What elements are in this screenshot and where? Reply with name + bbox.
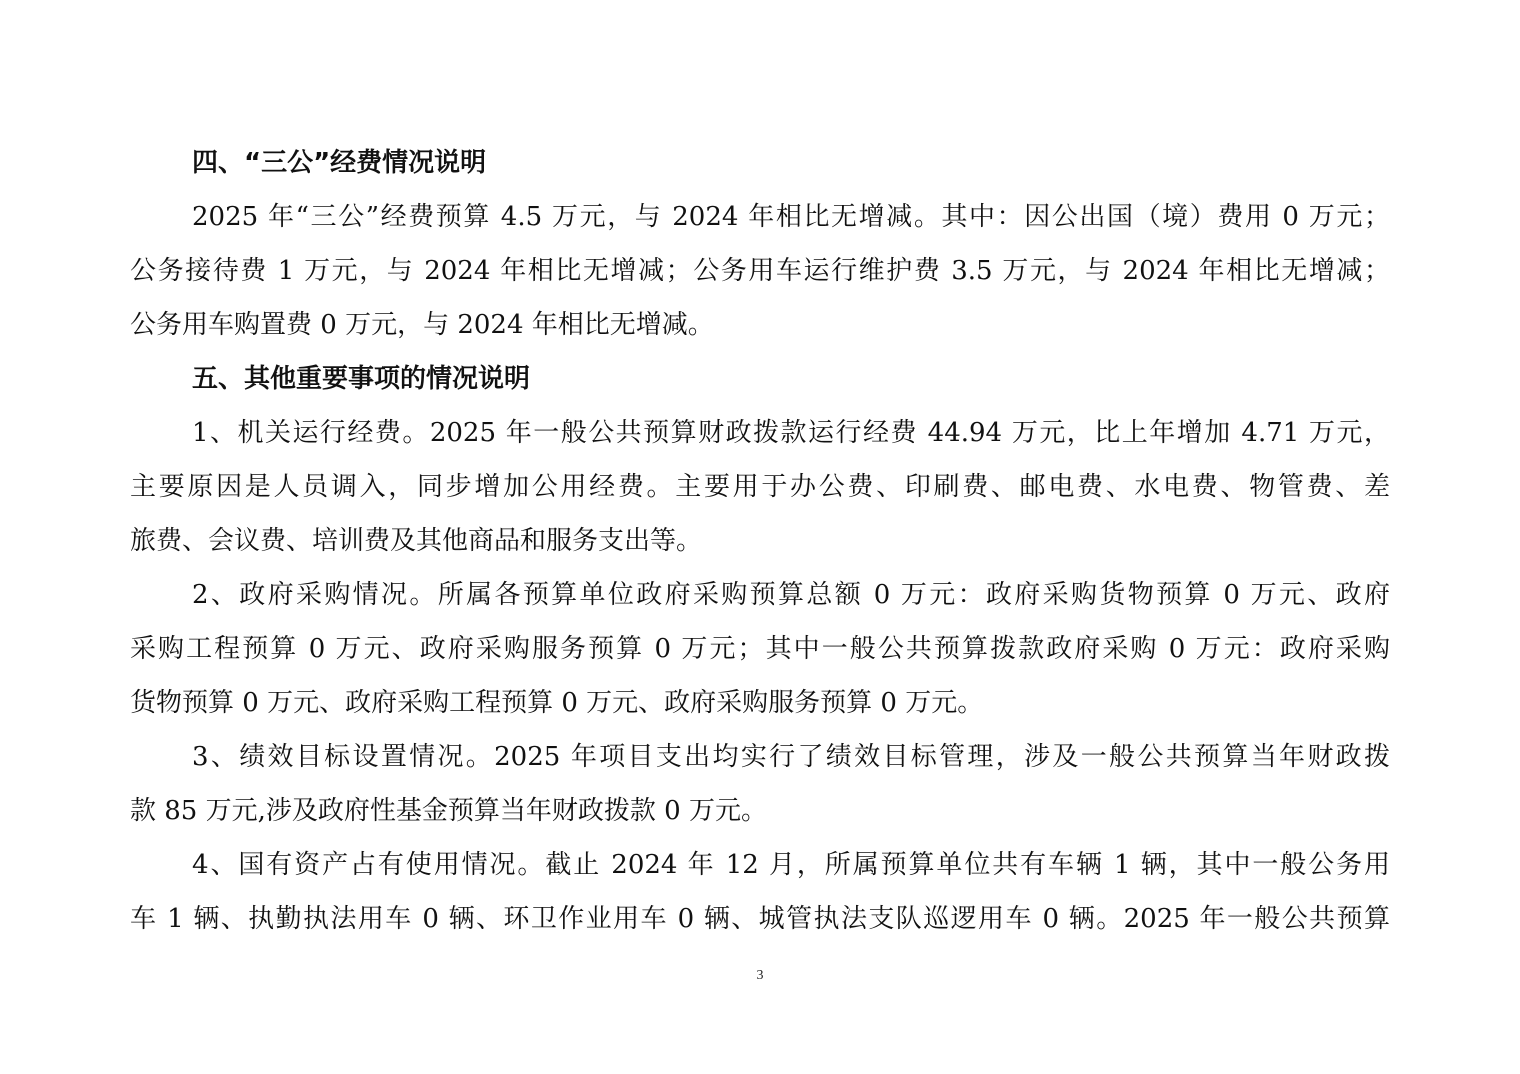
paragraph-line: 4、国有资产占有使用情况。截止 2024 年 12 月，所属预算单位共有车辆 1 辆，其中一般公务用 <box>192 850 1390 880</box>
section-heading-other-matters: 五、其他重要事项的情况说明 <box>192 364 531 394</box>
paragraph-line: 公务用车购置费 0 万元，与 2024 年相比无增减。 <box>130 310 714 340</box>
paragraph-line: 货物预算 0 万元、政府采购工程预算 0 万元、政府采购服务预算 0 万元。 <box>130 688 984 718</box>
paragraph-line: 2025 年“三公”经费预算 4.5 万元，与 2024 年相比无增减。其中：因公出国（境）费用 0 万元； <box>192 202 1390 232</box>
paragraph-line: 主要原因是人员调入，同步增加公用经费。主要用于办公费、印刷费、邮电费、水电费、物管费、差 <box>130 472 1390 502</box>
paragraph-line: 3、绩效目标设置情况。2025 年项目支出均实行了绩效目标管理，涉及一般公共预算当年财政拨 <box>192 742 1390 772</box>
section-heading-sanggong: 四、“三公”经费情况说明 <box>192 148 487 178</box>
page-number: 3 <box>756 968 764 983</box>
paragraph-line: 款 85 万元,涉及政府性基金预算当年财政拨款 0 万元。 <box>130 796 767 826</box>
paragraph-line: 公务接待费 1 万元，与 2024 年相比无增减；公务用车运行维护费 3.5 万元，与 2024 年相比无增减； <box>130 256 1390 286</box>
paragraph-line: 车 1 辆、执勤执法用车 0 辆、环卫作业用车 0 辆、城管执法支队巡逻用车 0 辆。2025 年一般公共预算 <box>130 904 1390 934</box>
paragraph-line: 采购工程预算 0 万元、政府采购服务预算 0 万元；其中一般公共预算拨款政府采购 0 万元：政府采购 <box>130 634 1390 664</box>
paragraph-line: 旅费、会议费、培训费及其他商品和服务支出等。 <box>130 526 703 556</box>
page-body <box>130 136 1390 946</box>
paragraph-line: 1、机关运行经费。2025 年一般公共预算财政拨款运行经费 44.94 万元，比上年增加 4.71 万元， <box>192 418 1390 448</box>
paragraph-line: 2、政府采购情况。所属各预算单位政府采购预算总额 0 万元：政府采购货物预算 0 万元、政府 <box>192 580 1390 610</box>
